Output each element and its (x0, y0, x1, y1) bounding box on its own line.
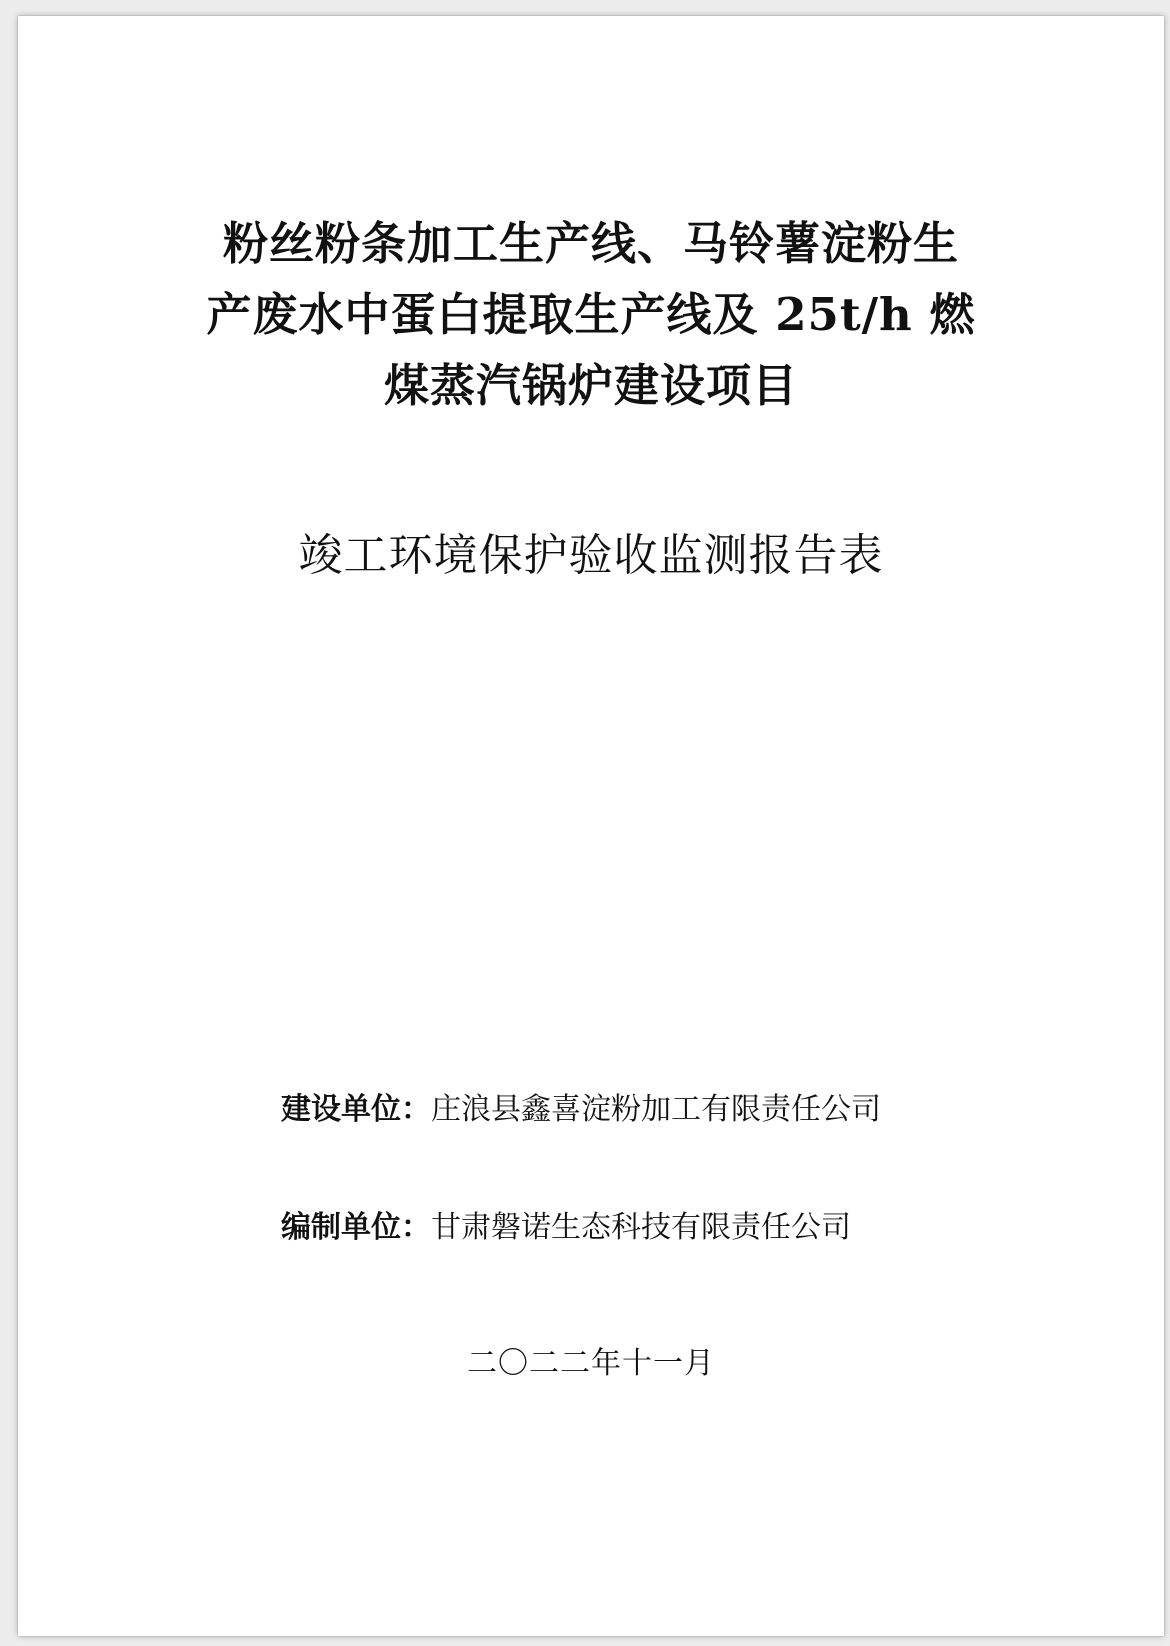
document-page (18, 16, 1164, 1636)
report-subtitle: 竣工环境保护验收监测报告表 (298, 530, 884, 581)
construction-unit (281, 1090, 881, 1130)
title-line-3: 煤蒸汽锅炉建设项目 (383, 359, 798, 412)
report-title (18, 208, 1164, 421)
preparation-unit (281, 1208, 851, 1248)
preparation-unit-value: 甘肃磐诺生态科技有限责任公司 (431, 1210, 851, 1245)
title-line-1: 粉丝粉条加工生产线、马铃薯淀粉生 (222, 217, 959, 270)
preparation-unit-label: 编制单位： (281, 1210, 431, 1245)
report-date: 二〇二二年十一月 (467, 1346, 715, 1381)
construction-unit-label: 建设单位： (281, 1092, 431, 1127)
construction-unit-value: 庄浪县鑫喜淀粉加工有限责任公司 (431, 1092, 881, 1127)
title-line-2: 产废水中蛋白提取生产线及 25t/h 燃 (206, 288, 976, 341)
